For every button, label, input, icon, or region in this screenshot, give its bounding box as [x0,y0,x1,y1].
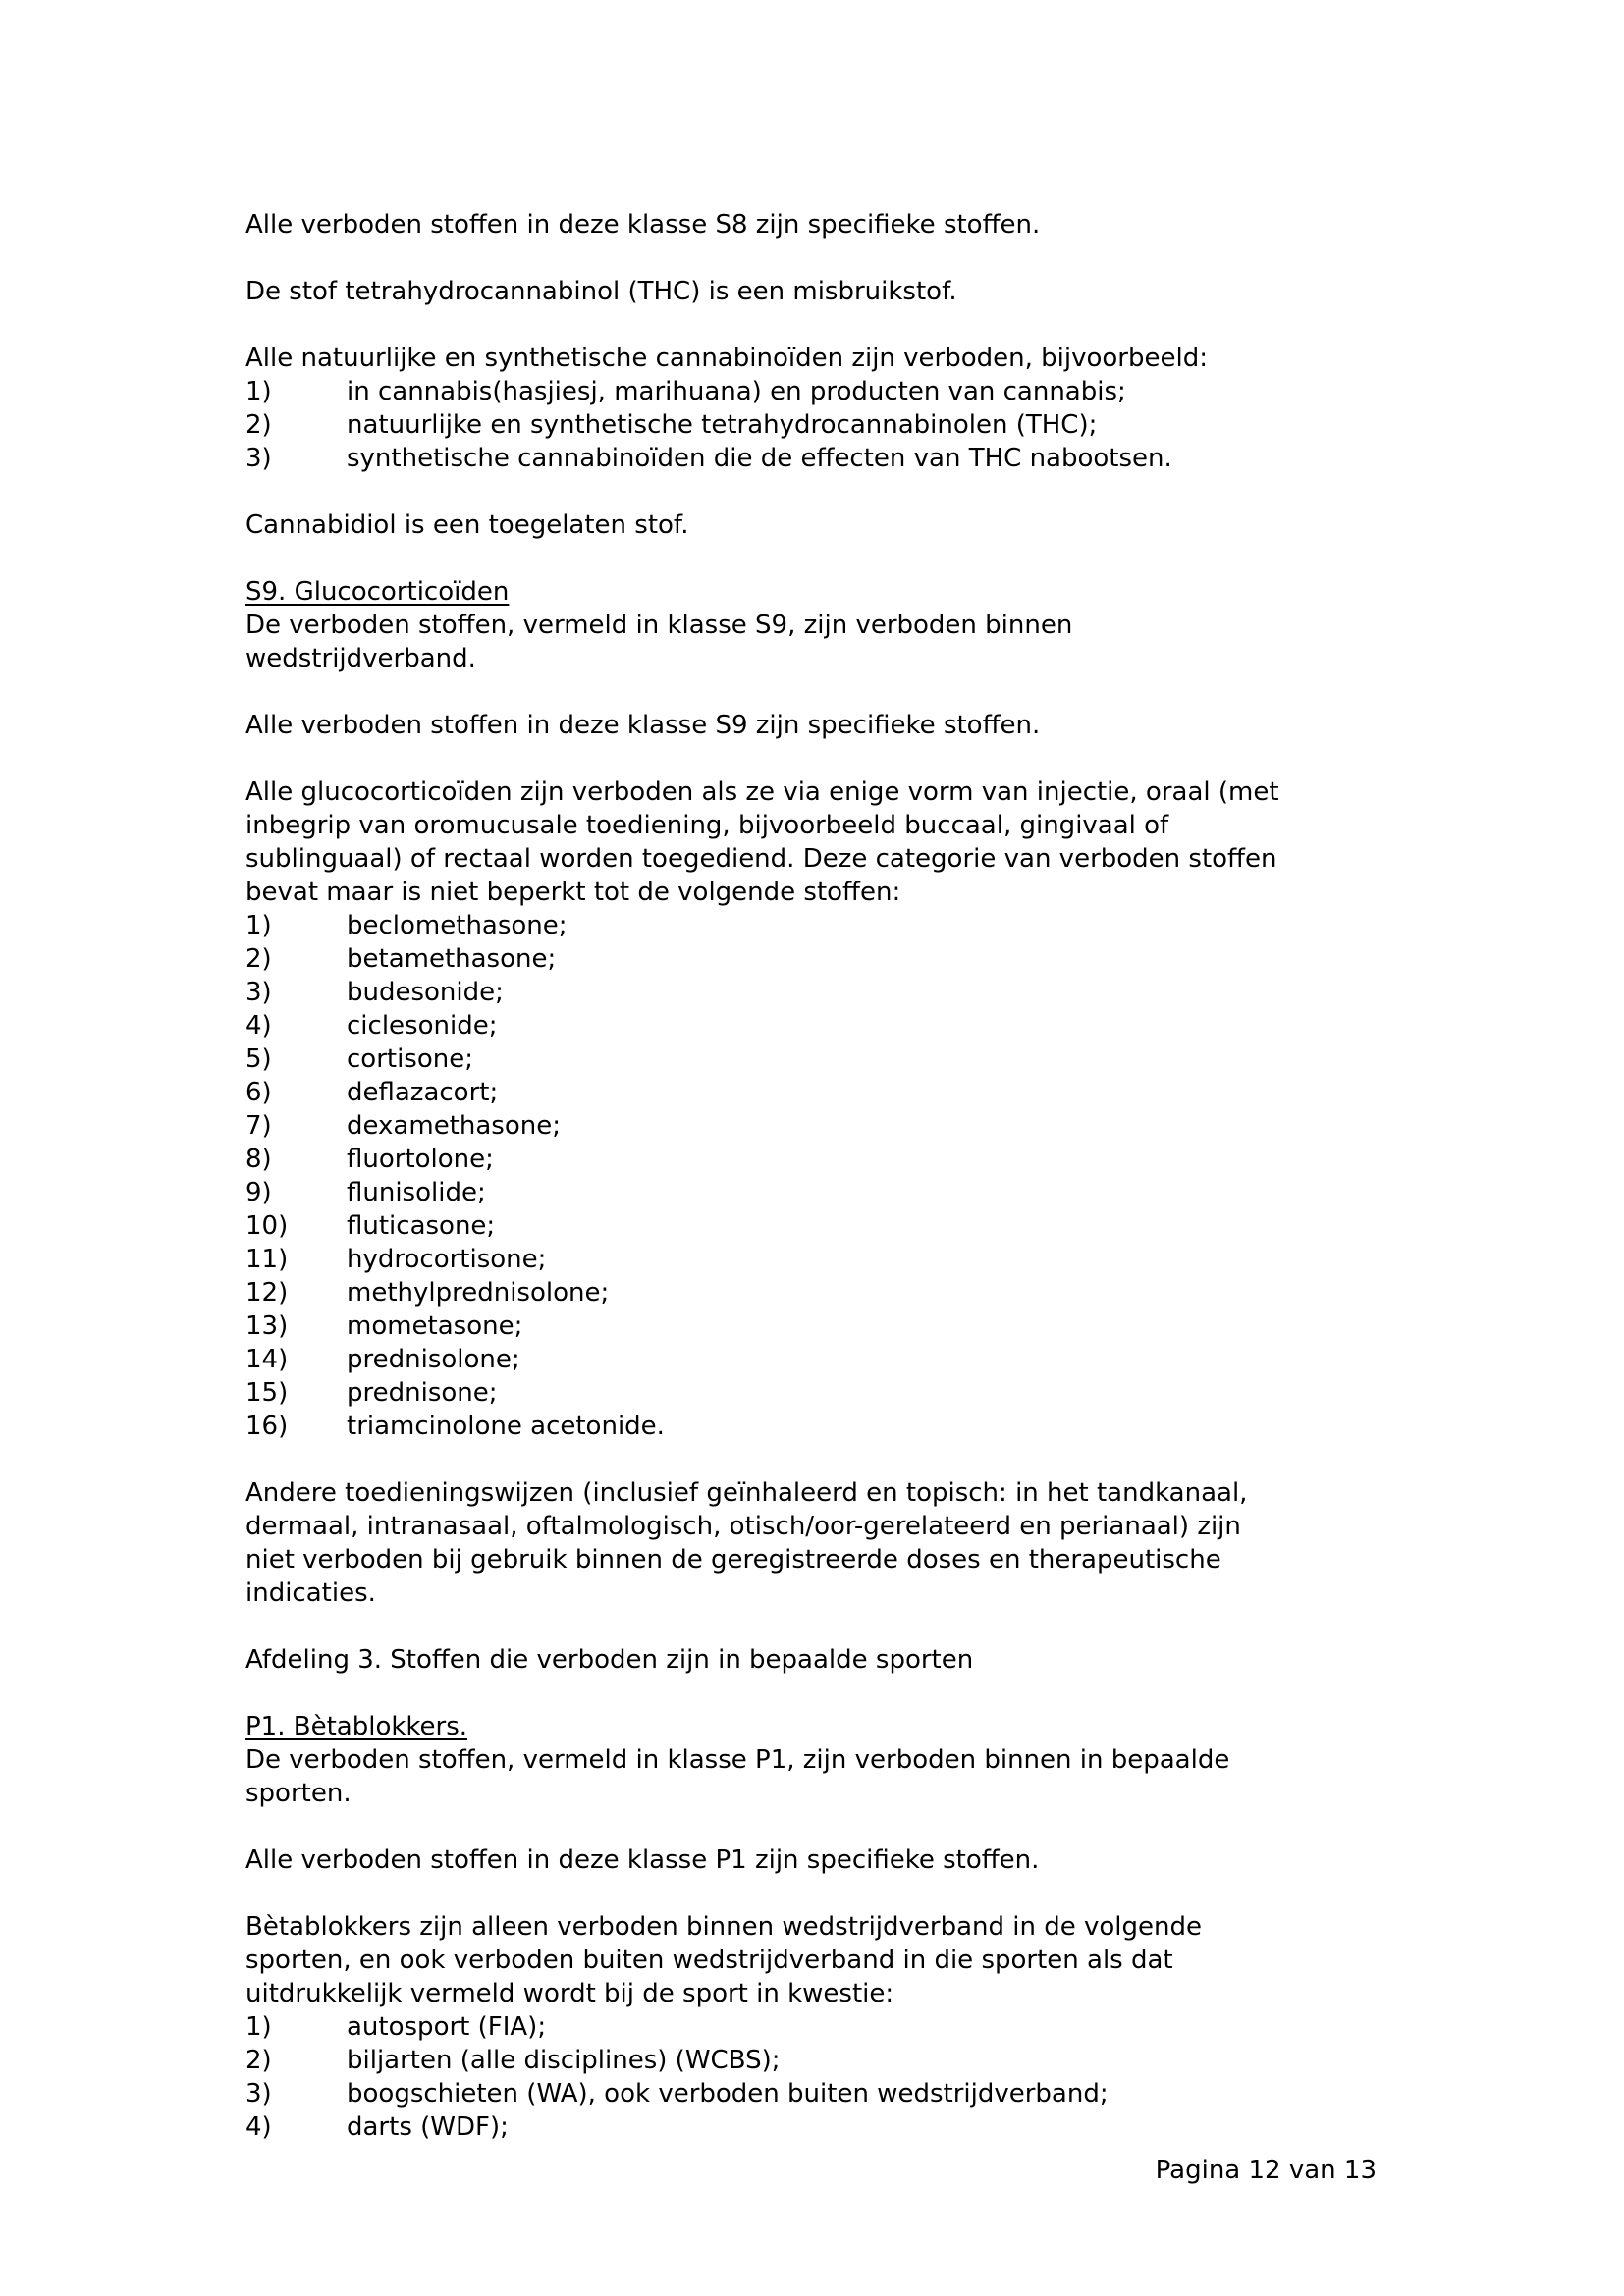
line-text: sporten. [245,1779,352,1808]
line-text: darts (WDF); [347,2112,509,2142]
line-text: ciclesonide; [347,1011,498,1041]
heading-line [245,1710,1389,1743]
line-text: niet verboden bij gebruik binnen de geregistreerde doses en therapeutische [245,1545,1221,1575]
line-text: Alle verboden stoffen in deze klasse S8 zijn specifieke stoffen. [245,210,1041,240]
list-number: 3) [245,444,272,473]
line-text: fluticasone; [347,1211,496,1241]
text-line [245,1643,1389,1677]
line-text: bevat maar is niet beperkt tot de volgende stoffen: [245,878,901,907]
list-item-line [245,1209,1389,1243]
line-text: prednisone; [347,1378,498,1408]
list-number: 6) [245,1078,272,1107]
text-line [245,775,1389,809]
list-item-line [245,909,1389,942]
line-text: Andere toedieningswijzen (inclusief geïnhaleerd en topisch: in het tandkanaal, [245,1478,1248,1508]
list-number: 3) [245,2079,272,2109]
line-text: De stof tetrahydrocannabinol (THC) is een misbruikstof. [245,277,957,306]
list-number: 3) [245,978,272,1007]
text-line [245,842,1389,876]
line-text: Alle verboden stoffen in deze klasse P1 zijn specifieke stoffen. [245,1845,1040,1875]
list-item-line [245,1343,1389,1376]
list-item-line [245,1143,1389,1176]
text-line [245,1977,1389,2010]
text-line [245,208,1389,241]
list-number: 5) [245,1044,272,1074]
line-text: flunisolide; [347,1178,486,1207]
line-text: biljarten (alle disciplines) (WCBS); [347,2046,781,2075]
blank-line [245,475,1389,508]
line-text: methylprednisolone; [347,1278,610,1308]
line-text: Alle natuurlijke en synthetische cannabinoïden zijn verboden, bijvoorbeeld: [245,344,1208,373]
text-line [245,1476,1389,1510]
blank-line [245,675,1389,709]
line-text: S9. Glucocorticoïden [245,577,510,607]
list-item-line [245,1309,1389,1343]
list-number: 4) [245,2112,272,2142]
list-number: 8) [245,1145,272,1174]
list-number: 1) [245,377,272,406]
line-text: sporten, en ook verboden buiten wedstrijdverband in die sporten als dat [245,1946,1173,1975]
text-line [245,1543,1389,1576]
list-number: 10) [245,1211,289,1241]
line-text: beclomethasone; [347,911,568,940]
line-text: cortisone; [347,1044,473,1074]
blank-line [245,1443,1389,1476]
heading-line [245,575,1389,609]
blank-line [245,1877,1389,1910]
line-text: inbegrip van oromucusale toediening, bijvoorbeeld buccaal, gingivaal of [245,811,1169,840]
list-item-line [245,942,1389,976]
line-text: fluortolone; [347,1145,494,1174]
list-number: 1) [245,2012,272,2042]
line-text: De verboden stoffen, vermeld in klasse P1, zijn verboden binnen in bepaalde [245,1745,1230,1775]
list-item-line [245,1042,1389,1076]
list-number: 15) [245,1378,289,1408]
text-line [245,1843,1389,1877]
list-item-line [245,375,1389,408]
text-line [245,1777,1389,1810]
line-text: triamcinolone acetonide. [347,1412,665,1441]
text-line [245,1576,1389,1610]
line-text: Alle glucocorticoïden zijn verboden als ze via enige vorm van injectie, oraal (met [245,777,1279,807]
list-item-line [245,1076,1389,1109]
line-text: budesonide; [347,978,504,1007]
line-text: betamethasone; [347,944,557,974]
list-item-line [245,1109,1389,1143]
line-text: Afdeling 3. Stoffen die verboden zijn in bepaalde sporten [245,1645,974,1675]
blank-line [245,742,1389,775]
line-text: in cannabis(hasjiesj, marihuana) en producten van cannabis; [347,377,1126,406]
list-item-line [245,408,1389,442]
text-line [245,508,1389,542]
list-number: 14) [245,1345,289,1374]
list-item-line [245,1176,1389,1209]
content-area [245,208,1389,2144]
list-item-line [245,1276,1389,1309]
list-item-line [245,1243,1389,1276]
blank-line [245,1610,1389,1643]
line-text: hydrocortisone; [347,1245,547,1274]
blank-line [245,1810,1389,1843]
list-number: 12) [245,1278,289,1308]
list-number: 4) [245,1011,272,1041]
line-text: boogschieten (WA), ook verboden buiten wedstrijdverband; [347,2079,1109,2109]
list-number: 2) [245,944,272,974]
list-number: 2) [245,410,272,440]
line-text: dexamethasone; [347,1111,561,1141]
text-line [245,876,1389,909]
line-text: natuurlijke en synthetische tetrahydrocannabinolen (THC); [347,410,1098,440]
text-line [245,1910,1389,1944]
text-line [245,1743,1389,1777]
line-text: sublinguaal) of rectaal worden toegediend. Deze categorie van verboden stoffen [245,844,1277,874]
list-number: 7) [245,1111,272,1141]
list-number: 16) [245,1412,289,1441]
list-item-line [245,1376,1389,1410]
list-item-line [245,1410,1389,1443]
blank-line [245,241,1389,275]
blank-line [245,308,1389,342]
list-number: 2) [245,2046,272,2075]
line-text: prednisolone; [347,1345,520,1374]
text-line [245,609,1389,642]
line-text: synthetische cannabinoïden die de effecten van THC nabootsen. [347,444,1172,473]
list-number: 13) [245,1311,289,1341]
blank-line [245,1677,1389,1710]
line-text: Bètablokkers zijn alleen verboden binnen wedstrijdverband in de volgende [245,1912,1203,1942]
line-text: wedstrijdverband. [245,644,476,673]
list-number: 1) [245,911,272,940]
list-item-line [245,1009,1389,1042]
list-item-line [245,2077,1389,2110]
list-number: 11) [245,1245,289,1274]
line-text: De verboden stoffen, vermeld in klasse S9, zijn verboden binnen [245,611,1073,640]
text-line [245,275,1389,308]
line-text: deflazacort; [347,1078,499,1107]
text-line [245,1944,1389,1977]
line-text: P1. Bètablokkers. [245,1712,468,1741]
line-text: mometasone; [347,1311,523,1341]
text-line [245,809,1389,842]
list-item-line [245,2010,1389,2044]
text-line [245,642,1389,675]
line-text: dermaal, intranasaal, oftalmologisch, otisch/oor-gerelateerd en perianaal) zijn [245,1512,1241,1541]
line-text: Alle verboden stoffen in deze klasse S9 zijn specifieke stoffen. [245,711,1041,740]
list-item-line [245,2044,1389,2077]
list-item-line [245,976,1389,1009]
line-text: Cannabidiol is een toegelaten stof. [245,510,689,540]
line-text: indicaties. [245,1578,376,1608]
line-text: uitdrukkelijk vermeld wordt bij de sport in kwestie: [245,1979,894,2008]
page-footer: Pagina 12 van 13 [1155,2156,1377,2185]
text-line [245,1510,1389,1543]
blank-line [245,542,1389,575]
text-line [245,709,1389,742]
list-number: 9) [245,1178,272,1207]
line-text: autosport (FIA); [347,2012,547,2042]
list-item-line [245,2110,1389,2144]
text-line [245,342,1389,375]
list-item-line [245,442,1389,475]
